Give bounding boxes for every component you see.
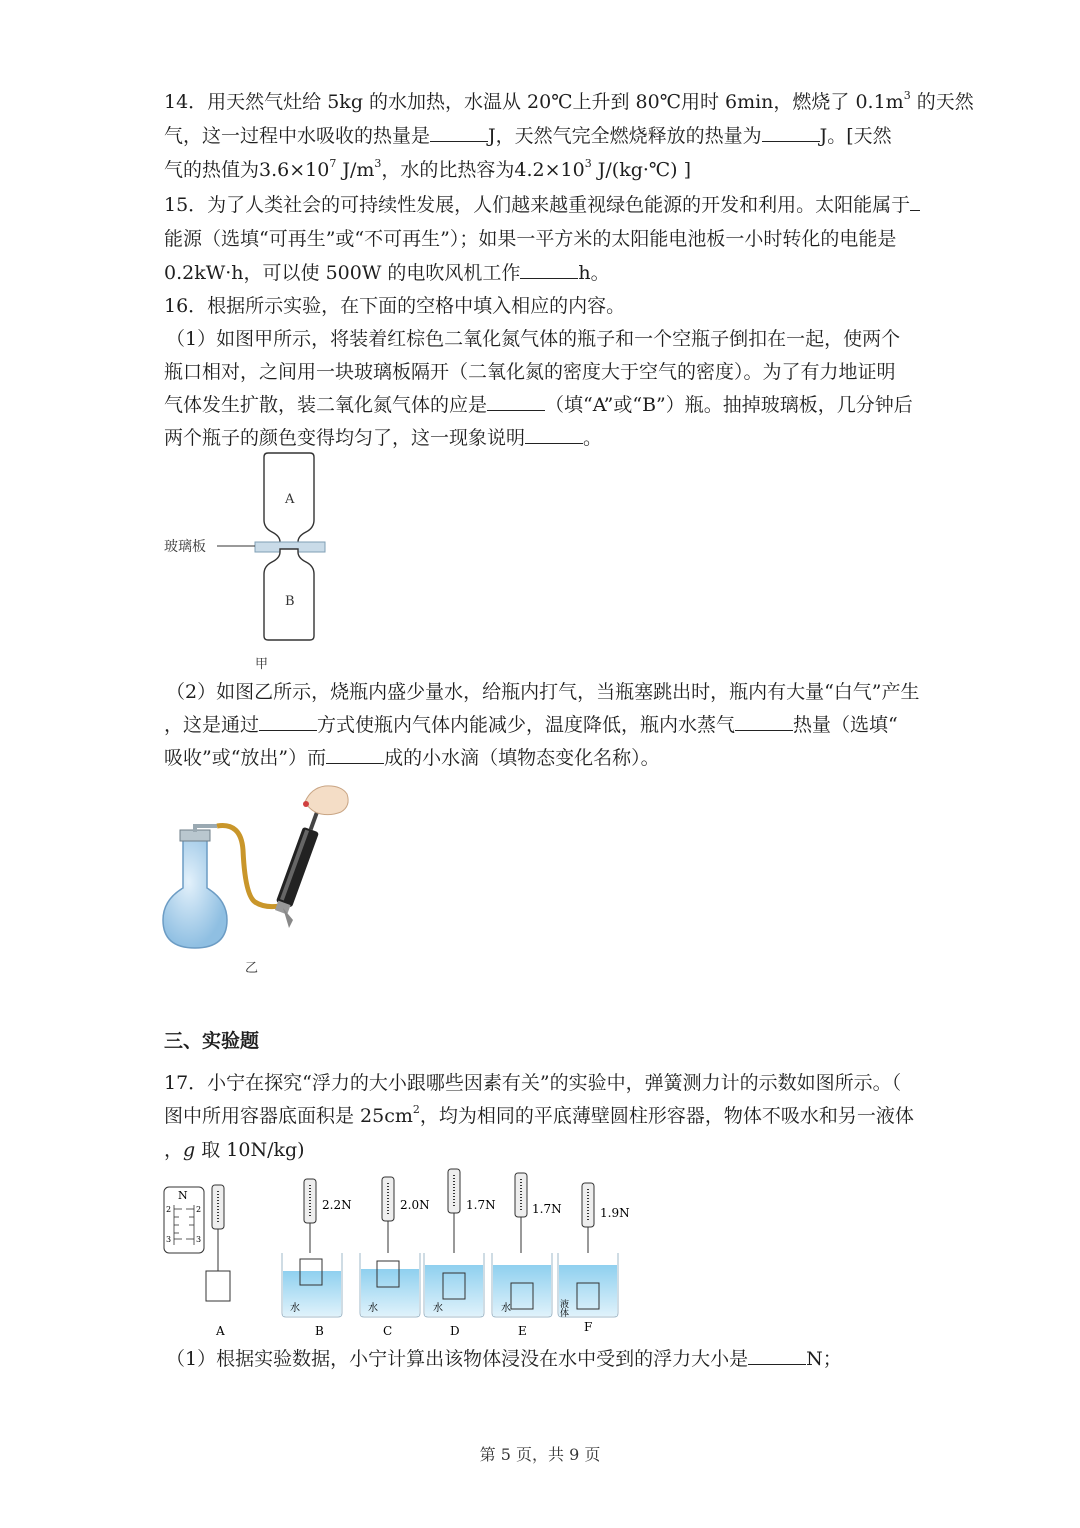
q14-line1: 14．用天然气灶给 5kg 的水加热，水温从 20℃上升到 80℃用时 6min，燃烧了 $0.1m^3$ 的天然 xyxy=(164,89,974,113)
figure-jia xyxy=(160,450,360,675)
tick-2-r: 2 xyxy=(196,1205,202,1214)
scale-unit: N xyxy=(178,1189,188,1202)
label-f: F xyxy=(584,1320,593,1334)
water-c: 水 xyxy=(368,1303,378,1314)
answer-blank[interactable] xyxy=(326,746,384,764)
label-d: D xyxy=(450,1324,460,1338)
liquid-f: 液体 xyxy=(558,1299,568,1317)
glass-label: 玻璃板 xyxy=(164,539,206,555)
q15-line1: 15．为了人类社会的可持续性发展，人们越来越重视绿色能源的开发和利用。太阳能属于 xyxy=(164,193,920,217)
q17-p1: （1）根据实验数据，小宁计算出该物体浸没在水中受到的浮力大小是 N； xyxy=(166,1348,842,1370)
answer-blank[interactable] xyxy=(910,193,920,211)
q16-p1-line1: （1）如图甲所示，将装着红棕色二氧化氮气体的瓶子和一个空瓶子倒扣在一起，使两个 xyxy=(166,328,901,350)
q16-p1-line4: 两个瓶子的颜色变得均匀了，这一现象说明 。 xyxy=(164,427,603,449)
setup-f xyxy=(558,1183,618,1317)
flask xyxy=(163,838,227,948)
q16-intro: 16．根据所示实验，在下面的空格中填入相应的内容。 xyxy=(164,295,626,317)
q16-p1-line2: 瓶口相对，之间用一块玻璃板隔开（二氧化氮的密度大于空气的密度）。为了有力地证明 xyxy=(164,361,896,383)
answer-blank[interactable] xyxy=(487,393,545,411)
page-footer: 第 5 页，共 9 页 xyxy=(479,1445,601,1464)
answer-blank[interactable] xyxy=(762,124,820,142)
section-title: 三、实验题 xyxy=(164,1030,260,1052)
figure-yi xyxy=(155,780,365,980)
q14-line3: 气的热值为$3.6\times 10^7$ $J/m^3$，水的比热容为$4.2\times 10^3$ J/(kg·℃) ] xyxy=(164,157,692,181)
reading-b: 2.2N xyxy=(322,1198,352,1212)
q15-line3: 0.2kW·h，可以使 500W 的电吹风机工作 h。 xyxy=(164,262,610,284)
q15-line2: 能源（选填“可再生”或“不可再生”）；如果一平方米的太阳能电池板一小时转化的电能是 xyxy=(164,228,897,250)
q16-p2-line1: （2）如图乙所示，烧瓶内盛少量水，给瓶内打气，当瓶塞跳出时，瓶内有大量“白气”产生 xyxy=(166,681,920,703)
q16-p2-line2: ，这是通过 方式使瓶内气体内能减少，温度降低，瓶内水蒸气 热量（选填“ xyxy=(164,714,898,736)
answer-blank[interactable] xyxy=(525,426,583,444)
q17-line1: 17．小宁在探究“浮力的大小跟哪些因素有关”的实验中，弹簧测力计的示数如图所示。（ xyxy=(164,1072,902,1094)
buoyancy-figure xyxy=(160,1165,640,1345)
reading-f: 1.9N xyxy=(600,1206,630,1220)
q17-line2: 图中所用容器底面积是 $25cm^2$，均为相同的平底薄壁圆柱形容器，物体不吸水和另一液体 xyxy=(164,1103,914,1127)
tick-2: 2 xyxy=(166,1205,172,1214)
hose xyxy=(217,826,289,907)
hand xyxy=(305,786,348,815)
q16-p2-line3: 吸收”或“放出”）而 成的小水滴（填物态变化名称）。 xyxy=(164,747,660,769)
water-d: 水 xyxy=(433,1303,443,1314)
answer-blank[interactable] xyxy=(430,124,488,142)
bottle-b-label: B xyxy=(285,594,295,609)
label-a: A xyxy=(216,1324,225,1338)
figure-caption-jia: 甲 xyxy=(255,657,269,672)
tick-3: 3 xyxy=(166,1235,172,1244)
answer-blank[interactable] xyxy=(520,261,578,279)
setup-e xyxy=(492,1173,552,1317)
q14-line2: 气，这一过程中水吸收的热量是 J，天然气完全燃烧释放的热量为 J。[天然 xyxy=(164,125,892,147)
answer-blank[interactable] xyxy=(259,713,317,731)
tick-3-r: 3 xyxy=(196,1235,202,1244)
q16-p1-line3: 气体发生扩散，装二氧化氮气体的应是 （填“A”或“B”）瓶。抽掉玻璃板，几分钟后 xyxy=(164,394,913,416)
water-e: 水 xyxy=(501,1303,511,1314)
answer-blank[interactable] xyxy=(748,1347,806,1365)
label-c: C xyxy=(383,1324,393,1338)
reading-c: 2.0N xyxy=(400,1198,430,1212)
q17-line3: ，g 取 10N/kg) xyxy=(164,1139,305,1161)
reading-d: 1.7N xyxy=(466,1198,496,1212)
bottle-a-label: A xyxy=(285,492,295,507)
label-b: B xyxy=(315,1324,324,1338)
reading-e: 1.7N xyxy=(532,1202,562,1216)
setup-d xyxy=(424,1169,484,1317)
meter-a xyxy=(206,1185,230,1301)
figure-caption-yi: 乙 xyxy=(245,961,259,976)
label-e: E xyxy=(518,1324,527,1338)
answer-blank[interactable] xyxy=(735,713,793,731)
water-b: 水 xyxy=(290,1303,300,1314)
